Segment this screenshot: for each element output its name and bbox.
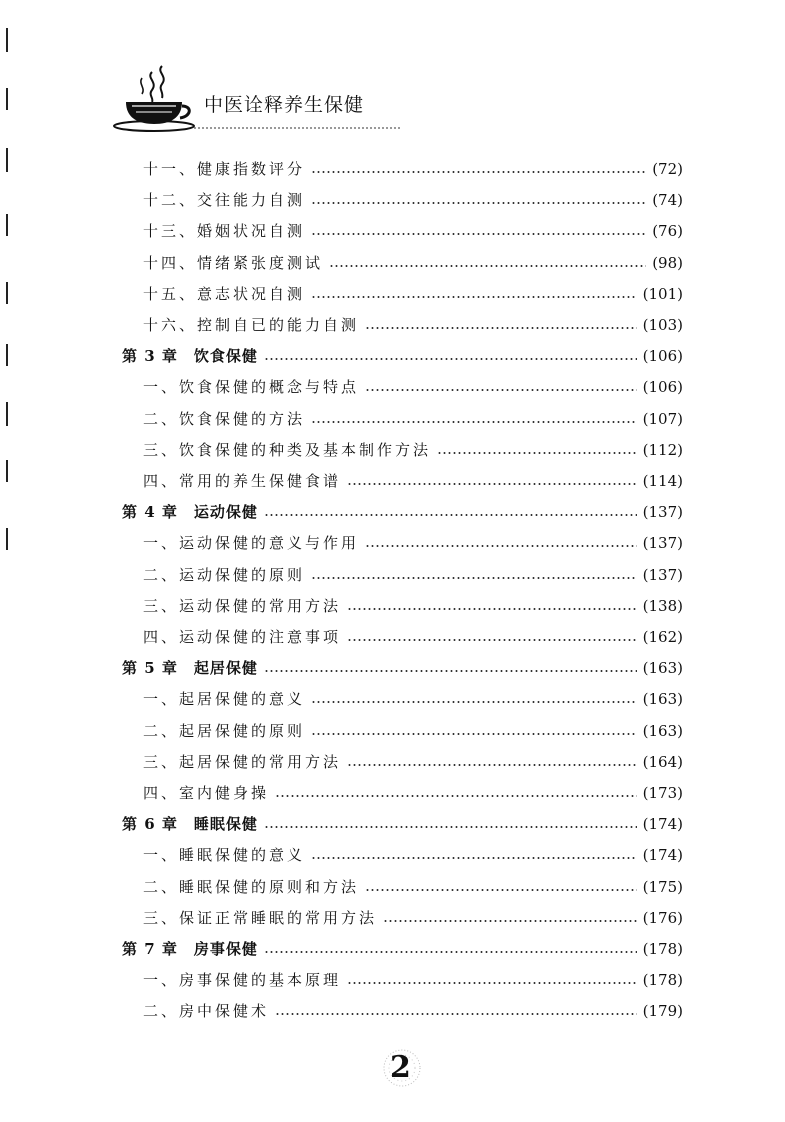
page-reference: (72): [652, 160, 683, 178]
dot-leader: [347, 608, 637, 610]
section-title: 一、饮食保健的概念与特点: [143, 378, 360, 396]
toc-section-row: [143, 686, 683, 712]
toc-section-row: [143, 281, 683, 307]
page-reference: (112): [642, 441, 683, 459]
page-reference: (137): [642, 503, 683, 521]
page-reference: (175): [642, 878, 683, 896]
binding-mark: [6, 460, 8, 482]
chapter-title: 第 4 章 运动保健: [122, 503, 258, 521]
page-reference: (106): [642, 378, 683, 396]
section-title: 十六、控制自已的能力自测: [143, 316, 360, 334]
section-title: 三、起居保健的常用方法: [143, 753, 342, 771]
section-title: 十四、情绪紧张度测试: [143, 254, 324, 272]
page-reference: (74): [652, 191, 683, 209]
page-number-value: 2: [390, 1050, 411, 1085]
dot-leader: [311, 733, 637, 735]
dot-leader: [311, 421, 637, 423]
toc-section-row: [143, 562, 683, 588]
toc-section-row: [143, 593, 683, 619]
page-reference: (101): [642, 285, 683, 303]
section-title: 一、起居保健的意义: [143, 690, 306, 708]
chapter-title: 第 5 章 起居保健: [122, 659, 258, 677]
chapter-title: 第 7 章 房事保健: [122, 940, 258, 958]
section-title: 二、起居保健的原则: [143, 722, 306, 740]
page-reference: (98): [652, 254, 683, 272]
page-reference: (178): [642, 971, 683, 989]
dot-leader: [264, 670, 637, 672]
toc-section-row: [143, 998, 683, 1024]
dot-leader: [275, 795, 637, 797]
dot-leader: [311, 171, 646, 173]
dot-leader: [329, 265, 646, 267]
page-reference: (138): [642, 597, 683, 615]
dot-leader: [264, 358, 637, 360]
section-title: 二、房中保健术: [143, 1002, 270, 1020]
page-reference: (163): [642, 722, 683, 740]
page-reference: (137): [642, 566, 683, 584]
toc-section-row: [143, 842, 683, 868]
page-reference: (173): [642, 784, 683, 802]
toc-section-row: [143, 530, 683, 556]
toc-section-row: [143, 624, 683, 650]
section-title: 十二、交往能力自测: [143, 191, 306, 209]
section-title: 一、运动保健的意义与作用: [143, 534, 360, 552]
toc-section-row: [143, 905, 683, 931]
dot-leader: [264, 514, 637, 516]
dot-leader: [275, 1013, 637, 1015]
binding-mark: [6, 88, 8, 110]
dot-leader: [365, 389, 637, 391]
chapter-title: 第 6 章 睡眠保健: [122, 815, 258, 833]
binding-mark: [6, 344, 8, 366]
header-title: 中医诠释养生保健: [204, 94, 365, 116]
page-reference: (164): [642, 753, 683, 771]
toc-section-row: [143, 967, 683, 993]
toc-section-row: [143, 406, 683, 432]
page-number: [372, 1042, 432, 1092]
dot-leader: [311, 857, 637, 859]
toc-section-row: [143, 874, 683, 900]
section-title: 十三、婚姻状况自测: [143, 222, 306, 240]
section-title: 一、房事保健的基本原理: [143, 971, 342, 989]
running-header: [112, 62, 412, 134]
page-reference: (114): [642, 472, 683, 490]
toc-section-row: [143, 312, 683, 338]
dot-leader: [311, 202, 646, 204]
section-title: 二、饮食保健的方法: [143, 410, 306, 428]
page-reference: (179): [642, 1002, 683, 1020]
toc-chapter-row: [122, 499, 683, 525]
page-reference: (163): [642, 659, 683, 677]
dot-leader: [437, 452, 637, 454]
section-title: 一、睡眠保健的意义: [143, 846, 306, 864]
dot-leader: [347, 483, 637, 485]
section-title: 四、室内健身操: [143, 784, 270, 802]
dot-leader: [264, 951, 637, 953]
page-reference: (137): [642, 534, 683, 552]
page-reference: (163): [642, 690, 683, 708]
section-title: 十五、意志状况自测: [143, 285, 306, 303]
page-reference: (76): [652, 222, 683, 240]
section-title: 三、保证正常睡眠的常用方法: [143, 909, 378, 927]
toc-section-row: [143, 718, 683, 744]
section-title: 三、运动保健的常用方法: [143, 597, 342, 615]
toc-section-row: [143, 374, 683, 400]
dot-leader: [365, 327, 637, 329]
page-reference: (176): [642, 909, 683, 927]
dot-leader: [383, 920, 637, 922]
toc-section-row: [143, 780, 683, 806]
dot-leader: [347, 639, 637, 641]
page-reference: (107): [642, 410, 683, 428]
binding-mark: [6, 528, 8, 550]
toc-section-row: [143, 218, 683, 244]
dot-leader: [347, 982, 637, 984]
binding-mark: [6, 402, 8, 426]
toc-section-row: [143, 187, 683, 213]
binding-mark: [6, 148, 8, 172]
section-title: 三、饮食保健的种类及基本制作方法: [143, 441, 432, 459]
page-reference: (174): [642, 846, 683, 864]
toc-section-row: [143, 437, 683, 463]
dot-leader: [347, 764, 637, 766]
section-title: 二、运动保健的原则: [143, 566, 306, 584]
toc-section-row: [143, 468, 683, 494]
toc-section-row: [143, 250, 683, 276]
dot-leader: [365, 889, 637, 891]
dot-leader: [264, 826, 637, 828]
binding-mark: [6, 28, 8, 52]
toc-section-row: [143, 749, 683, 775]
binding-mark: [6, 282, 8, 304]
dot-leader: [365, 545, 637, 547]
page-reference: (103): [642, 316, 683, 334]
page-reference: (174): [642, 815, 683, 833]
toc-chapter-row: [122, 655, 683, 681]
section-title: 二、睡眠保健的原则和方法: [143, 878, 360, 896]
toc-chapter-row: [122, 343, 683, 369]
toc-chapter-row: [122, 811, 683, 837]
section-title: 四、运动保健的注意事项: [143, 628, 342, 646]
chapter-title: 第 3 章 饮食保健: [122, 347, 258, 365]
dot-leader: [311, 701, 637, 703]
page-reference: (106): [642, 347, 683, 365]
dot-leader: [311, 577, 637, 579]
binding-mark: [6, 214, 8, 236]
toc-chapter-row: [122, 936, 683, 962]
page-reference: (162): [642, 628, 683, 646]
dot-leader: [311, 296, 637, 298]
section-title: 十一、健康指数评分: [143, 160, 306, 178]
dot-leader: [311, 233, 646, 235]
toc-section-row: [143, 156, 683, 182]
section-title: 四、常用的养生保健食谱: [143, 472, 342, 490]
page-reference: (178): [642, 940, 683, 958]
